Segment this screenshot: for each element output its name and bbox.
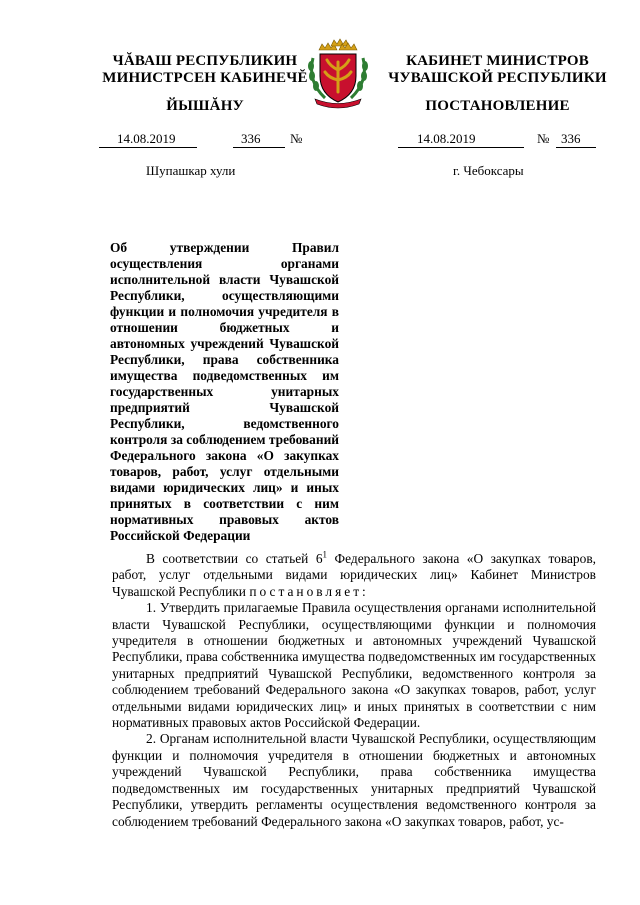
left-date: 14.08.2019	[117, 131, 176, 146]
right-doc-type: ПОСТАНОВЛЕНИЕ	[425, 98, 570, 114]
preamble-paragraph	[112, 551, 596, 600]
left-no-sign: №	[290, 131, 303, 146]
clause-1: 1. Утвердить прилагаемые Правила осуществления органами исполнительной власти Чувашской Республики, осуществляющими функции и полномочия учредителя в отношении бюджетных и автономных учреждений Чувашской Республики, права собственника имущества подведомственных им государственных унитарных предприятий Чувашской Республики, ведомственного контроля за соблюдением требований Федерального закона «О закупках товаров, работ, услуг отдельными видами юридических лиц» и иных принятых в соответствии с ним нормативных правовых актов Российской Федерации.	[112, 600, 596, 731]
document-body	[112, 551, 596, 830]
article-superscript: 1	[322, 549, 328, 560]
left-place: Шупашкар хули	[146, 163, 236, 178]
right-org-line2: ЧУВАШСКОЙ РЕСПУБЛИКИ	[388, 70, 607, 86]
right-org-name	[385, 53, 610, 87]
right-number-underline	[556, 147, 596, 148]
preamble-text-end: Федерального закона «О закупках товаров, работ, услуг отдельными видами юридических лиц» Кабинет Министров Чувашской Республики	[112, 551, 596, 599]
left-number-underline	[233, 147, 285, 148]
right-date-underline	[398, 147, 524, 148]
right-number: 336	[561, 131, 581, 146]
left-org-line1: ЧĂВАШ РЕСПУБЛИКИН	[112, 53, 298, 69]
document-title: Об утверждении Правил осуществления органами исполнительной власти Чувашской Республики, осуществляющими функции и полномочия учредителя в отношении бюджетных и автономных учреждений Чувашской Республики, права собственника имущества подведомственных им государственных унитарных предприятий Чувашской Республики, ведомственного контроля за соблюдением требований Федерального закона «О закупках товаров, работ, услуг отдельными видами юридических лиц» и иных принятых в соответствии с ним нормативных правовых актов Российской Федерации	[110, 240, 339, 543]
left-number: 336	[241, 131, 261, 146]
left-date-underline	[99, 147, 197, 148]
right-org-line1: КАБИНЕТ МИНИСТРОВ	[406, 53, 589, 69]
right-place: г. Чебоксары	[453, 163, 524, 178]
resolves-word: постановляет:	[249, 583, 369, 599]
preamble-text-start: В соответствии со статьей 6	[146, 551, 323, 566]
left-org-line2: МИНИСТРСЕН КАБИНЕЧĔ	[102, 70, 308, 86]
left-org-name	[100, 53, 310, 87]
coat-of-arms-emblem	[303, 36, 373, 111]
right-date: 14.08.2019	[417, 131, 476, 146]
right-no-sign: №	[537, 131, 550, 146]
clause-2: 2. Органам исполнительной власти Чувашской Республики, осуществляющим функции и полномочия учредителя в отношении бюджетных и автономных учреждений Чувашской Республики, права собственника имущества подведомственных им государственных унитарных предприятий Чувашской Республики, утвердить регламенты осуществления ведомственного контроля за соблюдением требований Федерального закона «О закупках товаров, работ, ус-	[112, 731, 596, 829]
left-doc-type: ЙЫШĂНУ	[166, 98, 244, 114]
